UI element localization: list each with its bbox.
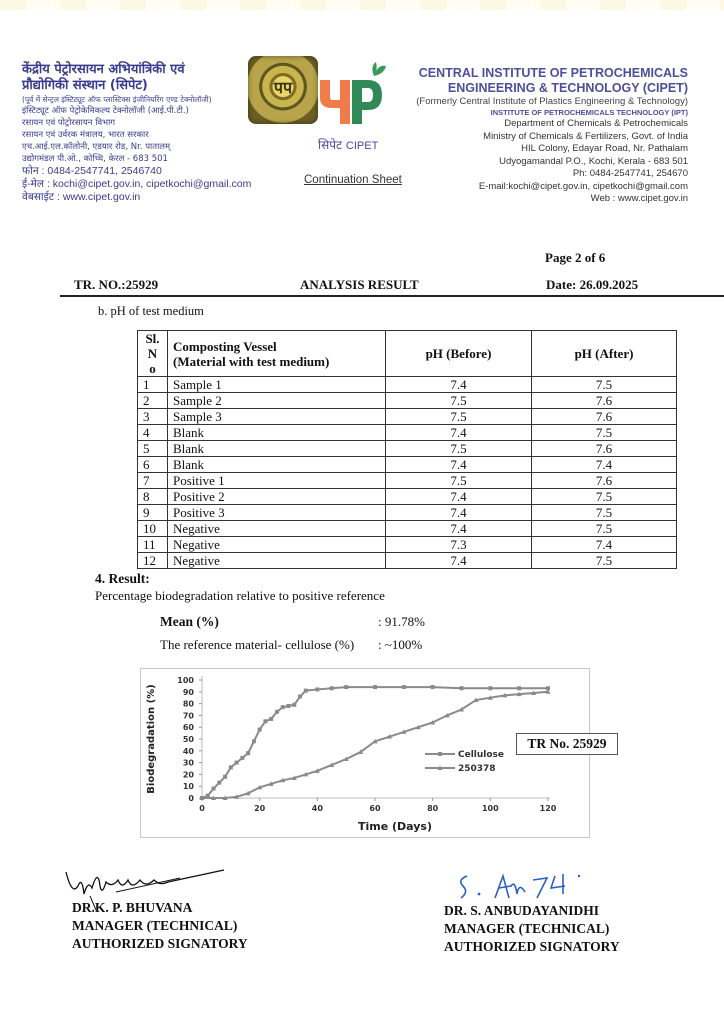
- vessel-cell: Blank: [168, 457, 386, 473]
- header-vessel-line1: Composting Vessel: [173, 338, 277, 354]
- y-tick-label: 20: [182, 770, 194, 780]
- table-row: [138, 393, 677, 409]
- ph-after-cell: 7.5: [532, 553, 677, 569]
- data-point: [252, 739, 256, 743]
- data-point: [263, 719, 267, 723]
- x-tick-label: 60: [369, 804, 381, 813]
- ph-table: [137, 330, 677, 569]
- header-divider: [60, 295, 724, 297]
- hindi-formerly: (पूर्व में सेन्ट्रल इंस्टिट्यूट ऑफ प्लास्टिक्स इंजीनियरिंग एण्ड टेक्नोलॉजी): [22, 95, 212, 104]
- ph-after-cell: 7.5: [532, 505, 677, 521]
- table-row: [138, 377, 677, 393]
- sl-cell: 11: [138, 537, 168, 553]
- data-point: [373, 685, 377, 689]
- report-heading: ANALYSIS RESULT: [300, 277, 419, 292]
- logo-orange-pa: [320, 80, 350, 124]
- hologram-seal-icon: [248, 56, 318, 124]
- ph-after-cell: 7.4: [532, 457, 677, 473]
- data-point: [240, 756, 244, 760]
- sl-cell: 9: [138, 505, 168, 521]
- reference-value: : ~100%: [378, 637, 423, 652]
- tr-number: TR. NO.:25929: [74, 277, 159, 292]
- ph-after-cell: 7.6: [532, 441, 677, 457]
- signatory-right-role: AUTHORIZED SIGNATORY: [444, 939, 620, 954]
- data-point: [315, 687, 319, 691]
- vessel-cell: Sample 3: [168, 409, 386, 425]
- table-row: [138, 489, 677, 505]
- continuation-sheet-label: Continuation Sheet: [304, 174, 402, 186]
- table-row: [138, 441, 677, 457]
- y-tick-label: 40: [182, 746, 194, 756]
- hindi-website: वेबसाईट : www.cipet.gov.in: [22, 191, 141, 203]
- ph-after-cell: 7.6: [532, 393, 677, 409]
- hindi-title-line2: प्रौद्योगिकी संस्थान (सिपेट): [22, 78, 148, 93]
- data-point: [281, 705, 285, 709]
- ph-after-cell: 7.6: [532, 473, 677, 489]
- header-sl-line2: N: [147, 346, 158, 361]
- vessel-cell: Negative: [168, 521, 386, 537]
- table-row: [138, 553, 677, 569]
- y-tick-label: 0: [188, 794, 194, 803]
- english-title-line1: CENTRAL INSTITUTE OF PETROCHEMICALS: [418, 66, 688, 80]
- brand-english: CIPET: [345, 140, 379, 152]
- ph-after-cell: 7.5: [532, 425, 677, 441]
- data-point: [488, 686, 492, 690]
- hindi-phone: फोन : 0484-2547741, 2546740: [22, 165, 162, 177]
- english-ministry: Ministry of Chemicals & Fertilizers, Govt. of India: [483, 130, 688, 142]
- hindi-institute: इंस्टिट्यूट ऑफ पेट्रोकेमिकल्य टेक्नोलॉजी (आई.पी.टी.): [22, 106, 189, 116]
- ph-before-cell: 7.5: [386, 393, 532, 409]
- vessel-cell: Blank: [168, 425, 386, 441]
- ph-after-cell: 7.5: [532, 489, 677, 505]
- hindi-address1: एच.आई.एल.कॉलोनी, एडयार रोड, Nr. पातालम्: [22, 142, 171, 152]
- y-tick-label: 90: [182, 687, 194, 697]
- x-tick-label: 20: [254, 804, 266, 813]
- signatory-left: [72, 899, 248, 953]
- x-axis-label: Time (Days): [357, 820, 433, 833]
- vessel-cell: Sample 2: [168, 393, 386, 409]
- signatory-right-name: DR. S. ANBUDAYANIDHI: [444, 903, 600, 918]
- table-row: [138, 473, 677, 489]
- x-tick-label: 80: [427, 804, 439, 813]
- x-tick-label: 40: [311, 804, 323, 813]
- page-number: Page 2 of 6: [545, 250, 606, 265]
- hindi-ministry: रसायन एवं उर्वरक मंत्रालय, भारत सरकार: [22, 130, 149, 140]
- y-tick-label: 10: [182, 782, 194, 792]
- hindi-title-line1: केंद्रीय पेट्रोरसायन अभियांत्रिकी एवं: [22, 62, 185, 77]
- ph-before-cell: 7.3: [386, 537, 532, 553]
- result-heading: 4. Result:: [95, 571, 150, 586]
- table-row: [138, 521, 677, 537]
- header-vessel: [168, 331, 386, 377]
- y-tick-label: 60: [182, 723, 194, 733]
- report-date: Date: 26.09.2025: [546, 277, 639, 292]
- vessel-cell: Sample 1: [168, 377, 386, 393]
- letterhead-english: [368, 66, 688, 206]
- signatory-left-name: DR.K. P. BHUVANA: [72, 900, 193, 915]
- scan-security-strip: [0, 0, 724, 10]
- data-point: [229, 765, 233, 769]
- sl-cell: 4: [138, 425, 168, 441]
- english-address2: Udyogamandal P.O., Kochi, Kerala - 683 501: [499, 155, 688, 167]
- data-point: [235, 761, 239, 765]
- sl-cell: 7: [138, 473, 168, 489]
- ph-after-cell: 7.4: [532, 537, 677, 553]
- table-row: [138, 425, 677, 441]
- header-ph-before: pH (Before): [386, 331, 532, 377]
- hindi-email: ई-मेल : kochi@cipet.gov.in, cipetkochi@gmail.com: [22, 178, 252, 190]
- ph-before-cell: 7.5: [386, 409, 532, 425]
- ph-before-cell: 7.5: [386, 473, 532, 489]
- legend-label: 250378: [458, 764, 496, 774]
- data-point: [258, 728, 262, 732]
- ph-after-cell: 7.6: [532, 409, 677, 425]
- vessel-cell: Positive 3: [168, 505, 386, 521]
- data-point: [330, 686, 334, 690]
- header-sl-line1: Sl.: [145, 331, 160, 346]
- sl-cell: 10: [138, 521, 168, 537]
- ph-after-cell: 7.5: [532, 521, 677, 537]
- table-row: [138, 409, 677, 425]
- ph-before-cell: 7.4: [386, 505, 532, 521]
- ph-before-cell: 7.4: [386, 425, 532, 441]
- legend-marker: [438, 752, 442, 756]
- signature-right-icon: [455, 870, 595, 904]
- ph-table-header: [138, 331, 677, 377]
- english-title-line2: ENGINEERING & TECHNOLOGY (CIPET): [447, 81, 688, 95]
- english-department: Department of Chemicals & Petrochemicals: [504, 118, 688, 129]
- sl-cell: 5: [138, 441, 168, 457]
- data-point: [402, 685, 406, 689]
- ph-before-cell: 7.5: [386, 441, 532, 457]
- brand-hindi: सिपेट: [318, 138, 343, 152]
- x-tick-label: 120: [539, 804, 557, 813]
- sl-cell: 3: [138, 409, 168, 425]
- header-vessel-line2: (Material with test medium): [173, 353, 330, 369]
- signatory-right-title: MANAGER (TECHNICAL): [444, 921, 610, 936]
- hindi-department: रसायन एवं पोट्रोरसायन विभाग: [22, 118, 116, 128]
- x-tick-label: 100: [481, 804, 499, 813]
- table-row: [138, 457, 677, 473]
- data-point: [298, 695, 302, 699]
- y-tick-label: 30: [182, 758, 194, 768]
- data-point: [246, 751, 250, 755]
- result-description: Percentage biodegradation relative to positive reference: [95, 588, 385, 603]
- y-tick-label: 70: [182, 711, 194, 721]
- data-point: [431, 685, 435, 689]
- y-tick-label: 50: [182, 735, 194, 744]
- reference-label: The reference material- cellulose (%): [160, 637, 355, 652]
- data-point: [212, 787, 216, 791]
- sl-cell: 6: [138, 457, 168, 473]
- data-point: [344, 685, 348, 689]
- ph-after-cell: 7.5: [532, 377, 677, 393]
- ph-before-cell: 7.4: [386, 457, 532, 473]
- data-point: [269, 717, 273, 721]
- sl-cell: 12: [138, 553, 168, 569]
- english-formerly: (Formerly Central Institute of Plastics Engineering & Technology): [416, 96, 688, 107]
- sl-cell: 2: [138, 393, 168, 409]
- sl-cell: 8: [138, 489, 168, 505]
- data-point: [223, 775, 227, 779]
- ph-table-body: [138, 377, 677, 569]
- data-point: [217, 781, 221, 785]
- vessel-cell: Negative: [168, 537, 386, 553]
- english-address1: HIL Colony, Edayar Road, Nr. Pathalam: [521, 143, 688, 154]
- section-subheading: b. pH of test medium: [98, 304, 204, 318]
- y-axis-label: Biodegradation (%): [146, 684, 157, 794]
- table-row: [138, 537, 677, 553]
- y-tick-label: 80: [182, 699, 194, 709]
- ph-before-cell: 7.4: [386, 489, 532, 505]
- english-website: Web : www.cipet.gov.in: [590, 193, 688, 204]
- signatory-left-role: AUTHORIZED SIGNATORY: [72, 936, 248, 951]
- legend-label: Cellulose: [458, 750, 505, 760]
- hologram-glyph: पप: [273, 78, 293, 97]
- hindi-address2: उद्योगमंडल पी.ओ., कोच्चि, केरल - 683 501: [22, 154, 168, 164]
- ph-before-cell: 7.4: [386, 553, 532, 569]
- ph-before-cell: 7.4: [386, 377, 532, 393]
- mean-value: : 91.78%: [378, 614, 425, 629]
- data-point: [304, 689, 308, 693]
- vessel-cell: Negative: [168, 553, 386, 569]
- header-ph-after: pH (After): [532, 331, 677, 377]
- letterhead-hindi: [22, 62, 282, 204]
- data-point: [275, 710, 279, 714]
- signatory-left-title: MANAGER (TECHNICAL): [72, 918, 238, 933]
- table-row: [138, 505, 677, 521]
- y-tick-label: 100: [177, 676, 194, 685]
- data-point: [292, 703, 296, 707]
- mean-label: Mean (%): [160, 614, 219, 629]
- english-email: E-mail:kochi@cipet.gov.in, cipetkochi@gmail.com: [478, 180, 688, 192]
- vessel-cell: Blank: [168, 441, 386, 457]
- sl-cell: 1: [138, 377, 168, 393]
- english-phone: Ph: 0484-2547741, 254670: [572, 168, 688, 179]
- chart-annotation-tr-box: TR No. 25929: [516, 733, 618, 755]
- english-institute: INSTITUTE OF PETROCHEMICALS TECHNOLOGY (IPT): [490, 108, 688, 117]
- data-point: [460, 686, 464, 690]
- vessel-cell: Positive 1: [168, 473, 386, 489]
- data-point: [517, 686, 521, 690]
- header-sl-line3: o: [149, 361, 156, 376]
- x-tick-label: 0: [199, 804, 205, 813]
- ph-before-cell: 7.4: [386, 521, 532, 537]
- header-sl-no: [138, 331, 168, 377]
- vessel-cell: Positive 2: [168, 489, 386, 505]
- data-point: [287, 704, 291, 708]
- signatory-right: [444, 902, 620, 956]
